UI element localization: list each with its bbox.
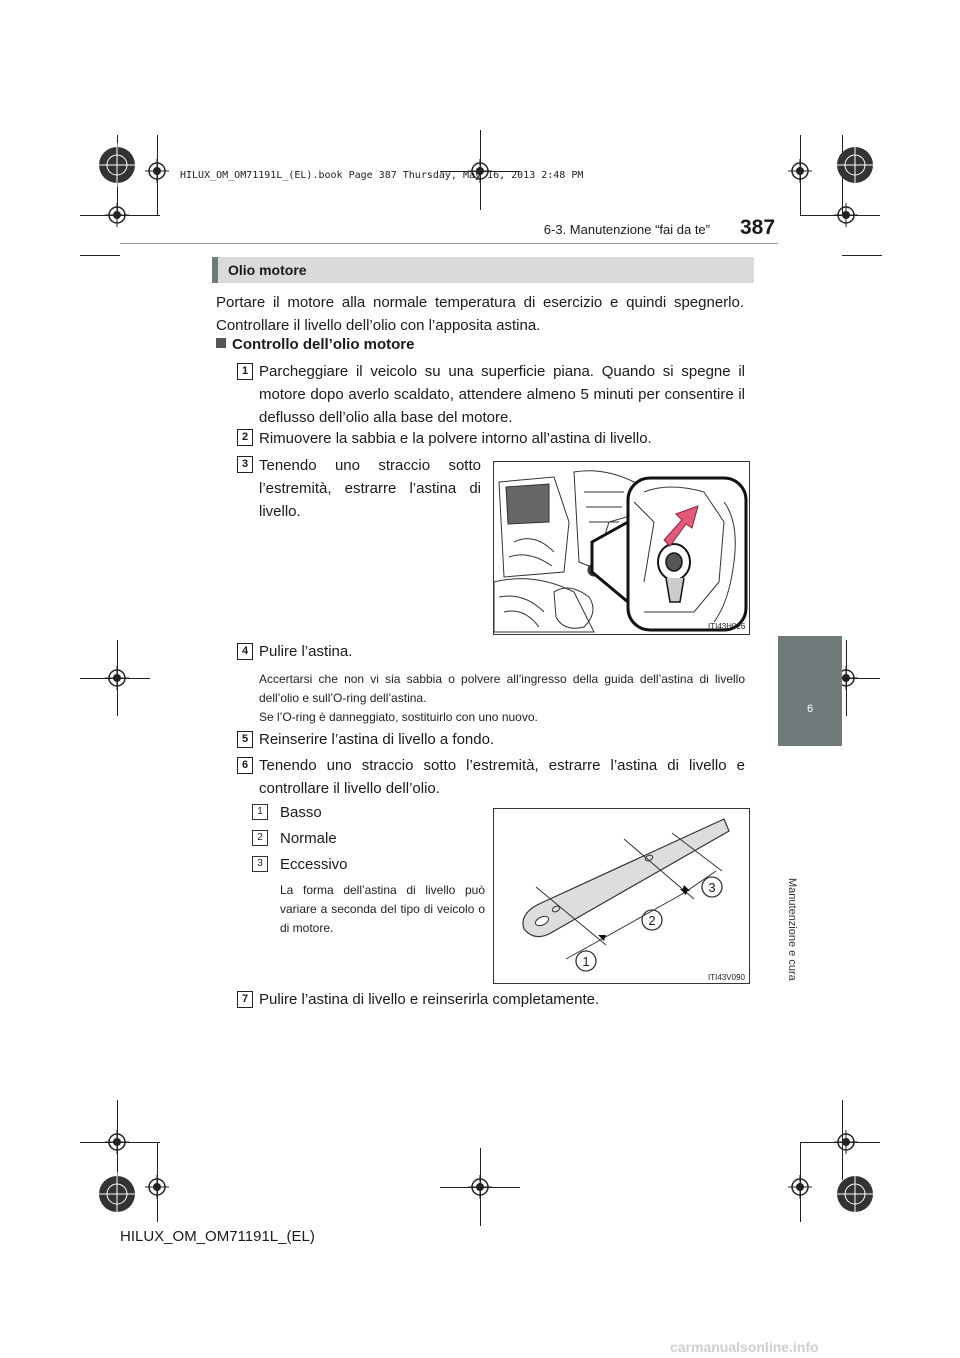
figure-code: ITI43V090 (708, 973, 745, 982)
page-number: 387 (740, 216, 776, 239)
subheading (216, 336, 415, 353)
chapter-tab (778, 636, 842, 746)
step-number-2: 2 (237, 429, 253, 446)
registration-target-icon (95, 143, 139, 187)
running-head: 6-3. Manutenzione “fai da te” (543, 222, 710, 237)
levels-note: La forma dell’astina di livello può variare a seconda del tipo di veicolo o di motore. (280, 883, 485, 935)
step-number-6: 6 (237, 757, 253, 774)
step-number-3: 3 (237, 456, 253, 473)
chapter-label: Manutenzione e cura (786, 878, 798, 981)
registration-target-icon (95, 1172, 139, 1216)
step-text-6: Tenendo uno straccio sotto l’estremità, estrarre l’astina di livello e controllare il livello dell’olio. (259, 757, 745, 797)
crosshair-icon (834, 1130, 858, 1154)
crosshair-icon (788, 159, 812, 183)
registration-target-icon (833, 1172, 877, 1216)
dipstick-illustration (494, 809, 749, 983)
step-number-1: 1 (237, 363, 253, 380)
crosshair-icon (105, 203, 129, 227)
level-label-3: Eccessivo (280, 856, 348, 873)
step-text-2: Rimuovere la sabbia e la polvere intorno all’astina di livello. (259, 430, 652, 447)
section-title: Olio motore (228, 262, 307, 278)
step-text-3: Tenendo uno straccio sotto l’estremità, estrarre l’astina di livello. (259, 457, 481, 520)
step-number-7: 7 (237, 991, 253, 1008)
level-number-3: 3 (252, 856, 268, 872)
crosshair-icon (105, 1130, 129, 1154)
callout-1: 1 (582, 954, 590, 969)
figure-code: ITI43H026 (708, 622, 746, 631)
crosshair-icon (468, 1175, 492, 1199)
dipstick-level-figure (493, 808, 750, 984)
step-text-7: Pulire l’astina di livello e reinserirla completamente. (259, 991, 600, 1008)
step-text-4: Pulire l’astina. (259, 643, 353, 660)
level-label-1: Basso (280, 804, 322, 821)
chapter-number: 6 (806, 703, 814, 715)
crosshair-icon (145, 159, 169, 183)
step-note-4: Accertarsi che non vi sia sabbia o polvere all’ingresso della guida dell’astina di livello dell’olio e sull’O-ring dell’astina. (259, 672, 745, 705)
step-text-1: Parcheggiare il veicolo su una superficie piana. Quando si spegne il motore dopo averlo scaldato, attendere almeno 5 minuti per consentire il deflusso dell’olio alla base del motore. (259, 363, 745, 426)
intro-paragraph: Portare il motore alla normale temperatura di esercizio e quindi spegnerlo. Controllare il livello dell’olio con l’apposita astina. (216, 294, 744, 334)
crosshair-icon (145, 1175, 169, 1199)
level-label-2: Normale (280, 830, 337, 847)
step-number-5: 5 (237, 731, 253, 748)
section-title-bar (212, 257, 754, 283)
engine-bay-illustration (494, 462, 749, 634)
crosshair-icon (834, 203, 858, 227)
callout-2: 2 (648, 913, 656, 928)
step-number-4: 4 (237, 643, 253, 660)
registration-target-icon (833, 143, 877, 187)
crosshair-icon (788, 1175, 812, 1199)
book-info-line: HILUX_OM_OM71191L_(EL).book Page 387 Thursday, May 16, 2013 2:48 PM (180, 170, 584, 181)
footer-model-code: HILUX_OM_OM71191L_(EL) (120, 1228, 315, 1245)
level-number-2: 2 (252, 830, 268, 846)
level-number-1: 1 (252, 804, 268, 820)
header-rule (120, 243, 778, 244)
crosshair-icon (105, 666, 129, 690)
engine-dipstick-figure (493, 461, 750, 635)
square-bullet-icon (216, 338, 226, 348)
step-text-5: Reinserire l’astina di livello a fondo. (259, 731, 495, 748)
watermark: carmanualsonline.info (670, 1339, 819, 1355)
step-note-4b: Se l’O-ring è danneggiato, sostituirlo con uno nuovo. (259, 710, 538, 724)
callout-3: 3 (708, 880, 716, 895)
subheading-text: Controllo dell’olio motore (232, 336, 415, 353)
